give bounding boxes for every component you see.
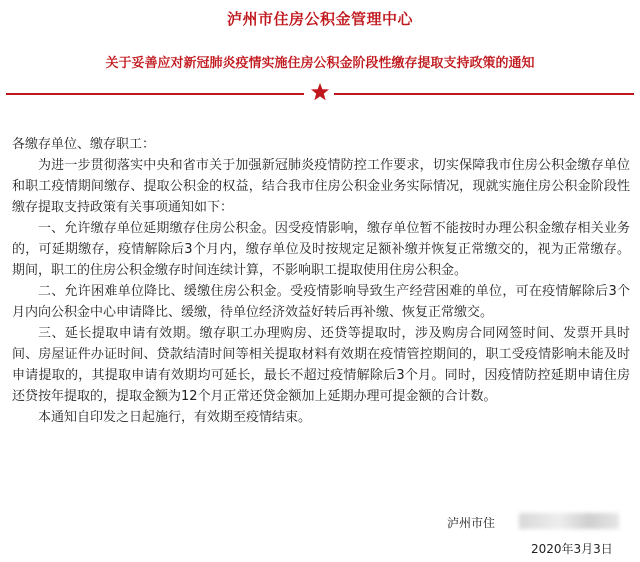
header-divider-left xyxy=(6,93,304,95)
salutation: 各缴存单位、缴存职工： xyxy=(12,137,156,152)
blurred-region xyxy=(519,513,619,529)
notice-title: 关于妥善应对新冠肺炎疫情实施住房公积金阶段性缴存提取支持政策的通知 xyxy=(105,56,535,71)
paragraph-item-1: 一、允许缴存单位延期缴存住房公积金。因受疫情影响，缴存单位暂不能按时办理公积金缴存相关业务的，可延期缴存，疫情解除后3个月内，缴存单位及时按规定足额补缴并恢复正常缴交的，视为正常缴存。期间，职工的住房公积金缴存时间连续计算，不影响职工提取使用住房公积金。 xyxy=(12,221,630,278)
signature-organization: 泸州市住 xyxy=(447,516,496,530)
paragraph-item-3: 三、延长提取申请有效期。缴存职工办理购房、还贷等提取时，涉及购房合同网签时间、发票开具时间、房屋证件办证时间、贷款结清时间等相关提取材料有效期在疫情管控期间的，职工受疫情影响未能及时申请提取的，其提取申请有效期均可延长，最长不超过疫情解除后3个月。同时，因疫情防控延期申请住房还贷按年提取的，提取金额为12个月正常还贷金额加上延期办理可提金额的合计数。 xyxy=(12,326,630,404)
header-divider-right xyxy=(334,93,634,95)
paragraph-item-2: 二、允许困难单位降比、缓缴住房公积金。受疫情影响导致生产经营困难的单位，可在疫情解除后3个月内向公积金中心申请降比、缓缴，待单位经济效益好转后再补缴、恢复正常缴交。 xyxy=(12,284,630,320)
issuing-organization: 泸州市住房公积金管理中心 xyxy=(226,10,413,28)
star-icon xyxy=(310,82,330,102)
paragraph-intro: 为进一步贯彻落实中央和省市关于加强新冠肺炎疫情防控工作要求，切实保障我市住房公积金缴存单位和职工疫情期间缴存、提取公积金的权益，结合我市住房公积金业务实际情况，现就实施住房公积金阶段性缴存提取支持政策有关事项通知如下： xyxy=(12,158,630,215)
notice-body xyxy=(12,134,630,428)
signature-date: 2020年3月3日 xyxy=(531,542,613,556)
paragraph-closing: 本通知自印发之日起施行，有效期至疫情结束。 xyxy=(38,410,312,425)
